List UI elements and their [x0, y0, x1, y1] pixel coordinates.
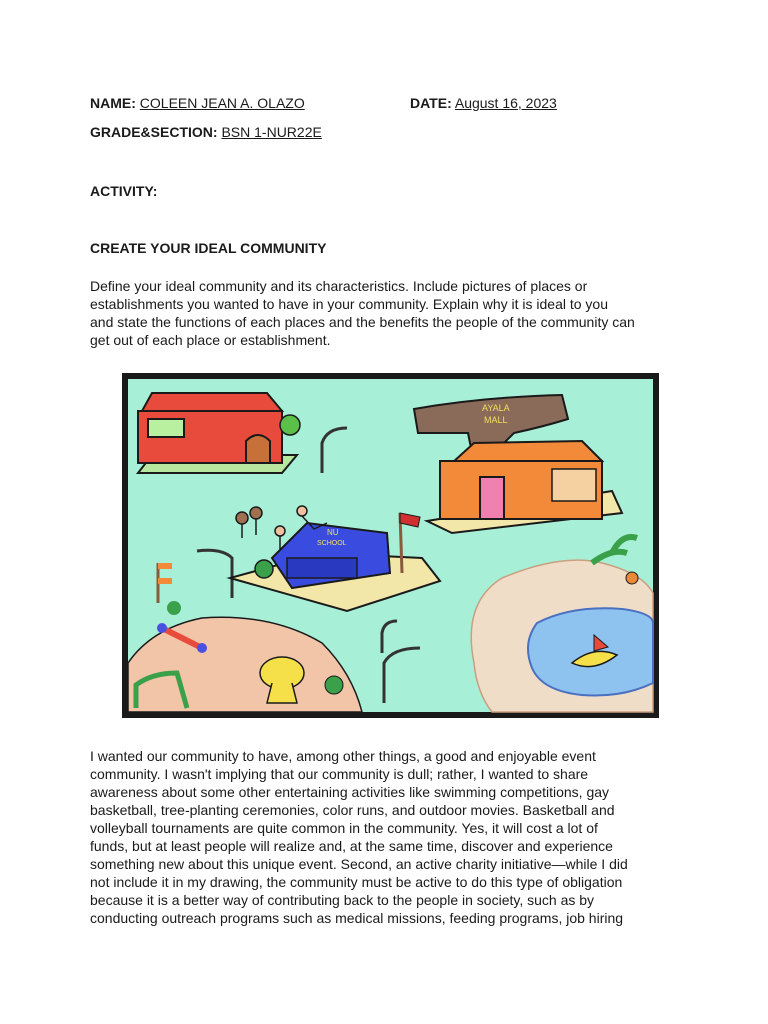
community-drawing [122, 373, 659, 718]
instructions-line: get out of each place or establishment. [90, 332, 331, 348]
essay-line: something new about this unique event. Second, an active charity initiative—while I did [90, 856, 628, 872]
school-sign-line2: SCHOOL [317, 540, 347, 547]
instructions-line: and state the functions of each places and the benefits the people of the community can [90, 314, 635, 330]
mall-sign-line1: AYALA [482, 403, 510, 413]
school-sign-line1: NU [327, 528, 339, 537]
essay-line: volleyball tournaments are quite common in the community. Yes, it will cost a lot of [90, 820, 598, 836]
essay-line: community. I wasn't implying that our community is dull; rather, I wanted to share [90, 766, 589, 782]
date-field [410, 94, 557, 112]
name-field [90, 94, 305, 112]
essay-line: basketball, tree-planting ceremonies, color runs, and outdoor movies. Basketball and [90, 802, 615, 818]
mall-sign-line2: MALL [484, 415, 508, 425]
essay-line: I wanted our community to have, among other things, a good and enjoyable event [90, 748, 596, 764]
essay-line: funds, but at least people will realize and, at the same time, discover and experience [90, 838, 613, 854]
name-value: COLEEN JEAN A. OLAZO [139, 95, 305, 111]
essay-line: because it is a better way of contributing back to the people in society, such as by [90, 892, 595, 908]
essay-line: not include it in my drawing, the community must be active to do this type of obligation [90, 874, 623, 890]
section-value: BSN 1-NUR22E [221, 124, 322, 140]
date-value: August 16, 2023 [454, 95, 557, 111]
essay-line: conducting outreach programs such as medical missions, feeding programs, job hiring [90, 910, 624, 926]
activity-title: CREATE YOUR IDEAL COMMUNITY [90, 240, 327, 256]
activity-label: ACTIVITY: [90, 183, 158, 199]
essay-line: awareness about some other entertaining activities like swimming competitions, gay [90, 784, 610, 800]
date-label: DATE: [410, 95, 452, 111]
section-field [90, 123, 322, 141]
red-house [138, 393, 300, 473]
essay-paragraph [90, 747, 690, 927]
name-label: NAME: [90, 95, 136, 111]
instructions-paragraph [90, 277, 690, 349]
instructions-line: establishments you wanted to have in your community. Explain why it is ideal to you [90, 296, 608, 312]
instructions-line: Define your ideal community and its characteristics. Include pictures of places or [90, 278, 588, 294]
section-label: GRADE&SECTION: [90, 124, 218, 140]
